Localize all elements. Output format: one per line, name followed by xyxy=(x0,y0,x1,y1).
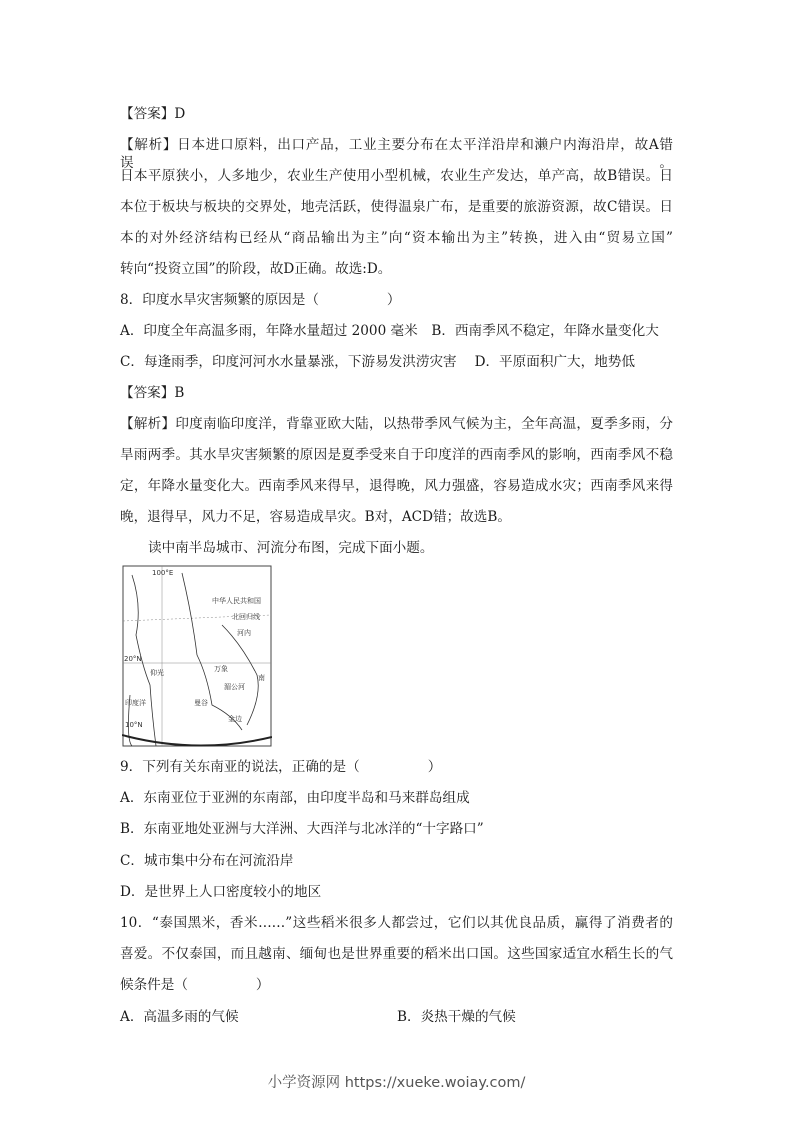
q9-stem: 9．下列有关东南亚的说法，正确的是（ ） xyxy=(120,759,442,775)
q8-analysis-line: 定，年降水量变化大。西南季风来得早，退得晚，风力强盛，容易造成水灾；西南季风来得 xyxy=(120,478,673,494)
q7-analysis-line: 本位于板块与板块的交界处，地壳活跃，使得温泉广布，是重要的旅游资源，故C错误。日 xyxy=(120,199,673,215)
q9-option-d: D．是世界上人口密度较小的地区 xyxy=(120,884,322,900)
q10-stem-line: 喜爱。不仅泰国，而且越南、缅甸也是世界重要的稻米出口国。这些国家适宜水稻生长的气 xyxy=(120,946,673,962)
map-label-lat20: 20°N xyxy=(124,655,142,663)
q9-option-a: A．东南亚位于亚洲的东南部，由印度半岛和马来群岛组成 xyxy=(120,790,470,806)
q10-option-a: A．高温多雨的气候 xyxy=(120,1009,239,1025)
q7-analysis-line: 【解析】日本进口原料，出口产品，工业主要分布在太平洋沿岸和濑户内海沿岸，故A错误。 xyxy=(120,137,673,171)
map-label-phnompenh: 金边 xyxy=(228,715,242,723)
q8-analysis-line: 晚，退得早，风力不足，容易造成旱灾。B对，ACD错；故选B。 xyxy=(120,509,511,525)
q8-options-cd: C．每逢雨季，印度河河水水量暴涨，下游易发洪涝灾害 D．平原面积广大，地势低 xyxy=(120,354,635,370)
map-intro: 读中南半岛城市、河流分布图，完成下面小题。 xyxy=(148,540,434,556)
map-label-yangon: 仰光 xyxy=(150,669,164,677)
q9-option-b: B．东南亚地处亚洲与大洋洲、大西洋与北冰洋的“十字路口” xyxy=(120,821,484,837)
map-label-china: 中华人民共和国 xyxy=(212,597,261,605)
q9-option-c: C．城市集中分布在河流沿岸 xyxy=(120,853,294,869)
q7-analysis-line: 转向“投资立国”的阶段，故D正确。故选:D。 xyxy=(120,261,392,277)
q8-options-ab: A．印度全年高温多雨，年降水量超过 2000 毫米 B．西南季风不稳定，年降水量变化大 xyxy=(120,323,659,339)
indochina-map xyxy=(122,565,272,747)
footer-watermark: 小学资源网 https://xueke.woiay.com/ xyxy=(267,1075,526,1091)
q8-answer: 【答案】B xyxy=(120,385,185,401)
map-label-mekong: 湄公河 xyxy=(224,683,245,691)
q8-stem: 8．印度水旱灾害频繁的原因是（ ） xyxy=(120,292,401,308)
q7-analysis-line: 日本平原狭小，人多地少，农业生产使用小型机械，农业生产发达，单产高，故B错误。日 xyxy=(120,168,673,184)
map-label-ocean: 印度洋 xyxy=(125,699,146,707)
q10-option-b: B．炎热干燥的气候 xyxy=(397,1009,516,1025)
map-label-south: 南 xyxy=(258,674,265,682)
q10-stem-line: 10．“泰国黑米，香米……”这些稻米很多人都尝过，它们以其优良品质，赢得了消费者的 xyxy=(120,915,673,931)
map-label-lon: 100°E xyxy=(152,569,174,577)
q7-answer: 【答案】D xyxy=(120,106,186,122)
map-label-hanoi: 河内 xyxy=(237,629,251,637)
map-label-lat10: 10°N xyxy=(125,721,143,729)
q10-stem-line: 候条件是（ ） xyxy=(120,977,270,993)
q8-analysis-line: 【解析】印度南临印度洋，背靠亚欧大陆，以热带季风气候为主，全年高温，夏季多雨，分 xyxy=(120,416,673,432)
q8-analysis-line: 旱雨两季。其水旱灾害频繁的原因是夏季受来自于印度洋的西南季风的影响，西南季风不稳 xyxy=(120,447,673,463)
map-label-vientiane: 万象 xyxy=(214,665,228,673)
q7-analysis-line: 本的对外经济结构已经从“商品输出为主”向“资本输出为主”转换，进入由“贸易立国” xyxy=(120,230,673,246)
map-label-tropic: 北回归线 xyxy=(232,613,260,621)
map-label-bangkok: 曼谷 xyxy=(194,699,208,707)
